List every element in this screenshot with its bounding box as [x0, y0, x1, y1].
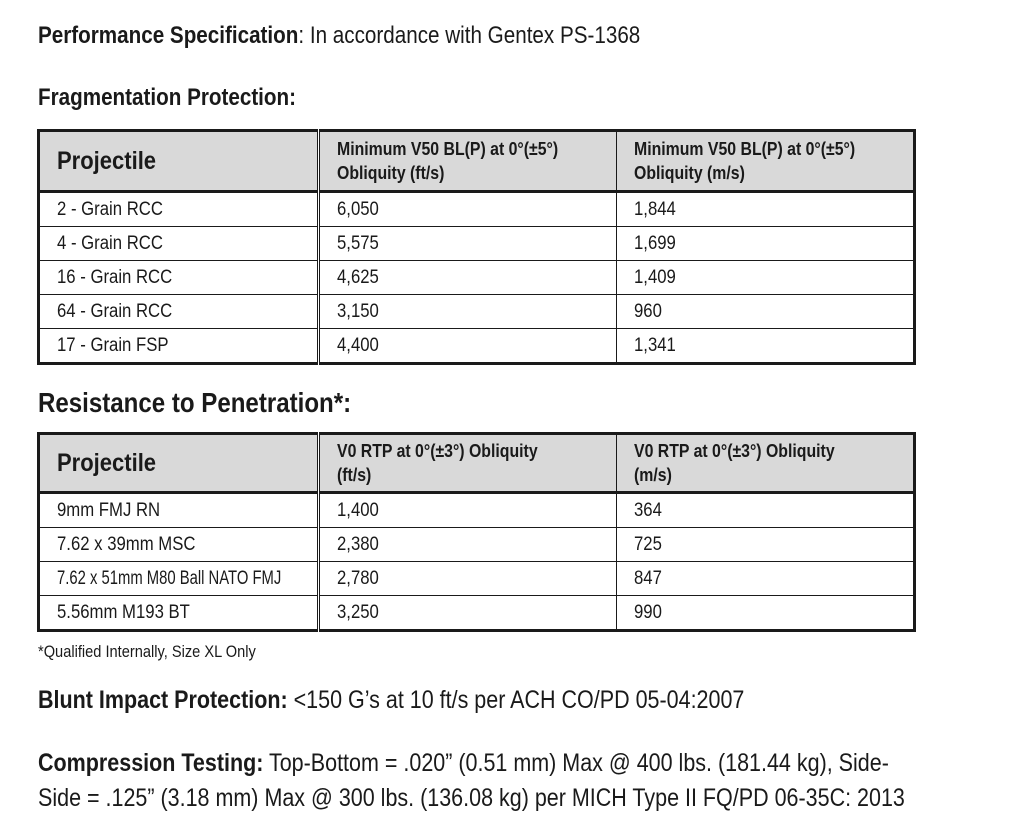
ms-cell: 990	[617, 596, 915, 631]
resistance-title: Resistance to Penetration*:	[38, 387, 352, 418]
fts-cell: 5,575	[319, 227, 617, 261]
table-row	[39, 493, 915, 528]
projectile-cell: 9mm FMJ RN	[39, 493, 319, 528]
ms-cell: 364	[617, 493, 915, 528]
compression-label: Compression Testing:	[38, 749, 264, 777]
footnote: *Qualified Internally, Size XL Only	[38, 642, 256, 661]
table-row	[39, 596, 915, 631]
projectile-cell: 64 - Grain RCC	[39, 295, 319, 329]
ms-cell: 960	[617, 295, 915, 329]
performance-specification	[38, 22, 640, 50]
fts-cell: 3,150	[319, 295, 617, 329]
projectile-cell: 7.62 x 39mm MSC	[39, 528, 319, 562]
header-v50-fts: Minimum V50 BL(P) at 0°(±5°) Obliquity (ft/s)	[319, 131, 617, 192]
projectile-cell: 7.62 x 51mm M80 Ball NATO FMJ	[39, 562, 319, 596]
fts-cell: 2,780	[319, 562, 617, 596]
compression-line2: Side = .125” (3.18 mm) Max @ 300 lbs. (136.08 kg) per MICH Type II FQ/PD 06-35C: 2013	[38, 784, 905, 812]
projectile-cell: 2 - Grain RCC	[39, 192, 319, 227]
header-projectile: Projectile	[39, 131, 319, 192]
header-v50-ms: Minimum V50 BL(P) at 0°(±5°) Obliquity (m/s)	[617, 131, 915, 192]
header-v0-ms: V0 RTP at 0°(±3°) Obliquity (m/s)	[617, 434, 915, 493]
fts-cell: 2,380	[319, 528, 617, 562]
projectile-cell: 16 - Grain RCC	[39, 261, 319, 295]
projectile-cell: 5.56mm M193 BT	[39, 596, 319, 631]
ms-cell: 1,844	[617, 192, 915, 227]
resistance-table	[37, 432, 916, 632]
ms-cell: 847	[617, 562, 915, 596]
projectile-cell: 17 - Grain FSP	[39, 329, 319, 364]
table-row	[39, 295, 915, 329]
table-row	[39, 192, 915, 227]
table-row	[39, 562, 915, 596]
projectile-cell: 4 - Grain RCC	[39, 227, 319, 261]
table-row	[39, 227, 915, 261]
blunt-label: Blunt Impact Protection:	[38, 686, 288, 714]
fragmentation-table	[37, 129, 916, 365]
ms-cell: 1,699	[617, 227, 915, 261]
header-projectile: Projectile	[39, 434, 319, 493]
fts-cell: 6,050	[319, 192, 617, 227]
compression-testing	[38, 746, 905, 816]
header-v0-fts: V0 RTP at 0°(±3°) Obliquity (ft/s)	[319, 434, 617, 493]
compression-line1: Top-Bottom = .020” (0.51 mm) Max @ 400 lbs. (181.44 kg), Side-	[263, 749, 889, 777]
ms-cell: 1,341	[617, 329, 915, 364]
table-header-row	[39, 434, 915, 493]
fts-cell: 3,250	[319, 596, 617, 631]
table-row	[39, 528, 915, 562]
blunt-impact-protection	[38, 686, 744, 715]
table-row	[39, 329, 915, 364]
table-header-row	[39, 131, 915, 192]
blunt-text: <150 G’s at 10 ft/s per ACH CO/PD 05-04:2007	[287, 686, 745, 714]
fts-cell: 4,400	[319, 329, 617, 364]
table-row	[39, 261, 915, 295]
fragmentation-title: Fragmentation Protection:	[38, 84, 297, 111]
ms-cell: 725	[617, 528, 915, 562]
fts-cell: 4,625	[319, 261, 617, 295]
ms-cell: 1,409	[617, 261, 915, 295]
performance-label: Performance Specification	[38, 22, 299, 49]
fts-cell: 1,400	[319, 493, 617, 528]
performance-text: : In accordance with Gentex PS-1368	[298, 22, 641, 49]
